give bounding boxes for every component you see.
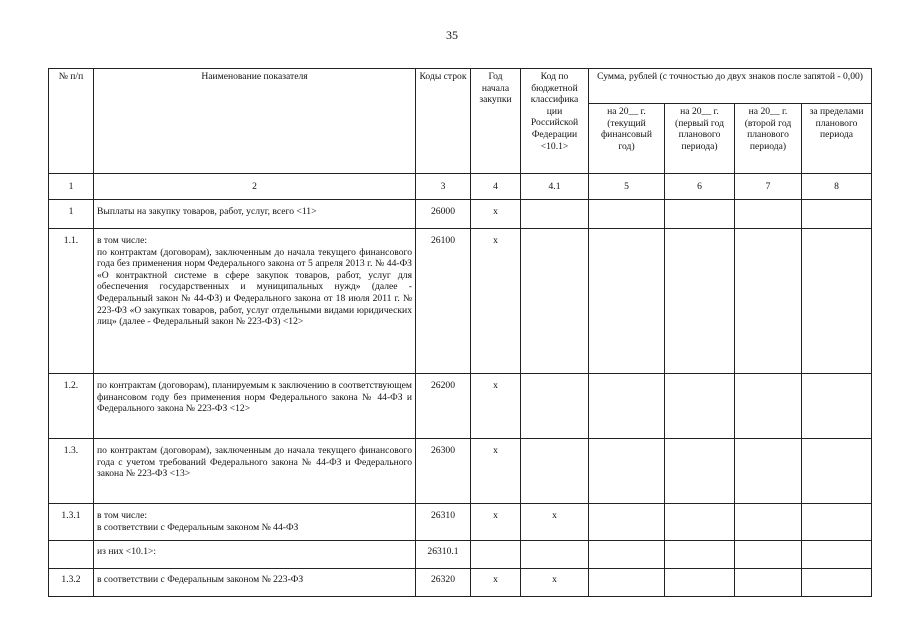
- row-year: x: [471, 229, 521, 374]
- row-col7: [735, 569, 802, 597]
- row-budget: [521, 541, 589, 569]
- row-year: x: [471, 504, 521, 541]
- row-name: Выплаты на закупку товаров, работ, услуг, всего <11>: [94, 200, 416, 229]
- row-col8: [802, 439, 872, 504]
- row-code: 26300: [416, 439, 471, 504]
- row-col5: [589, 439, 665, 504]
- row-col8: [802, 569, 872, 597]
- row-num: 1.3.2: [49, 569, 94, 597]
- colnum-2: 2: [94, 174, 416, 200]
- colnum-3: 3: [416, 174, 471, 200]
- row-code: 26100: [416, 229, 471, 374]
- row-num: 1.3.1: [49, 504, 94, 541]
- table-row: [49, 569, 872, 597]
- row-name: в том числе: по контрактам (договорам), заключенным до начала текущего финансового года без применения норм Федерального закона от 5 апреля 2013 г. № 44-ФЗ «О контрактной системе в сфере закупок товаров, работ, услуг для обеспечения государственных и муниципальных нужд» (далее - Федеральный закон № 44-ФЗ) и Федерального закона от 18 июля 2011 г. № 223-ФЗ «О закупках товаров, работ, услуг отдельными видами юридических лиц» (далее - Федеральный закон № 223-ФЗ) <12>: [94, 229, 416, 374]
- row-col7: [735, 541, 802, 569]
- row-budget: [521, 200, 589, 229]
- row-num: 1: [49, 200, 94, 229]
- row-budget: [521, 439, 589, 504]
- row-code: 26320: [416, 569, 471, 597]
- table-row: [49, 541, 872, 569]
- row-col5: [589, 541, 665, 569]
- row-budget: x: [521, 504, 589, 541]
- row-col8: [802, 229, 872, 374]
- colnum-6: 6: [665, 174, 735, 200]
- row-year: [471, 541, 521, 569]
- column-numbers-row: [49, 174, 872, 200]
- table-row: [49, 439, 872, 504]
- header-sum: Сумма, рублей (с точностью до двух знаков после запятой - 0,00): [589, 69, 872, 104]
- row-col6: [665, 200, 735, 229]
- row-num: 1.2.: [49, 374, 94, 439]
- row-code: 26200: [416, 374, 471, 439]
- colnum-8: 8: [802, 174, 872, 200]
- row-name: в соответствии с Федеральным законом № 223-ФЗ: [94, 569, 416, 597]
- row-col7: [735, 229, 802, 374]
- row-col5: [589, 504, 665, 541]
- row-col5: [589, 229, 665, 374]
- row-code: 26310: [416, 504, 471, 541]
- colnum-5: 5: [589, 174, 665, 200]
- row-year: x: [471, 439, 521, 504]
- row-num: [49, 541, 94, 569]
- header-num: № п/п: [49, 69, 94, 174]
- row-col5: [589, 200, 665, 229]
- row-year: x: [471, 569, 521, 597]
- row-col6: [665, 541, 735, 569]
- row-name: из них <10.1>:: [94, 541, 416, 569]
- row-col6: [665, 439, 735, 504]
- row-num: 1.3.: [49, 439, 94, 504]
- row-col5: [589, 374, 665, 439]
- row-year: x: [471, 374, 521, 439]
- row-col8: [802, 504, 872, 541]
- row-name: в том числе: в соответствии с Федеральным законом № 44-ФЗ: [94, 504, 416, 541]
- row-col7: [735, 200, 802, 229]
- row-col7: [735, 439, 802, 504]
- row-col7: [735, 374, 802, 439]
- row-budget: x: [521, 569, 589, 597]
- colnum-7: 7: [735, 174, 802, 200]
- table-row: [49, 374, 872, 439]
- row-col8: [802, 374, 872, 439]
- row-year: x: [471, 200, 521, 229]
- row-col6: [665, 569, 735, 597]
- row-col6: [665, 229, 735, 374]
- header-col6: на 20__ г. (первый год планового периода): [665, 104, 735, 174]
- table-row: [49, 504, 872, 541]
- table-row: [49, 200, 872, 229]
- row-budget: [521, 229, 589, 374]
- row-col8: [802, 200, 872, 229]
- row-col6: [665, 374, 735, 439]
- header-row-1: [49, 69, 872, 104]
- header-budget-code: Код по бюджетной классифика ции Российской Федерации <10.1>: [521, 69, 589, 174]
- page-number: 35: [446, 28, 458, 42]
- row-col7: [735, 504, 802, 541]
- table-row: [49, 229, 872, 374]
- row-code: 26000: [416, 200, 471, 229]
- expense-table: [48, 68, 872, 597]
- header-year: Год начала закупки: [471, 69, 521, 174]
- row-name: по контрактам (договорам), заключенным до начала текущего финансового года с учетом требований Федерального закона № 44-ФЗ и Федерального закона № 223-ФЗ <13>: [94, 439, 416, 504]
- colnum-1: 1: [49, 174, 94, 200]
- header-col7: на 20__ г. (второй год планового периода): [735, 104, 802, 174]
- colnum-4: 4: [471, 174, 521, 200]
- row-col8: [802, 541, 872, 569]
- header-name: Наименование показателя: [94, 69, 416, 174]
- header-col8: за пределами планового периода: [802, 104, 872, 174]
- row-col6: [665, 504, 735, 541]
- row-num: 1.1.: [49, 229, 94, 374]
- row-col5: [589, 569, 665, 597]
- header-col5: на 20__ г. (текущий финансовый год): [589, 104, 665, 174]
- row-budget: [521, 374, 589, 439]
- row-name: по контрактам (договорам), планируемым к заключению в соответствующем финансовом году без применения норм Федерального закона № 44-ФЗ и Федерального закона № 223-ФЗ <12>: [94, 374, 416, 439]
- row-code: 26310.1: [416, 541, 471, 569]
- header-codes: Коды строк: [416, 69, 471, 174]
- colnum-4-1: 4.1: [521, 174, 589, 200]
